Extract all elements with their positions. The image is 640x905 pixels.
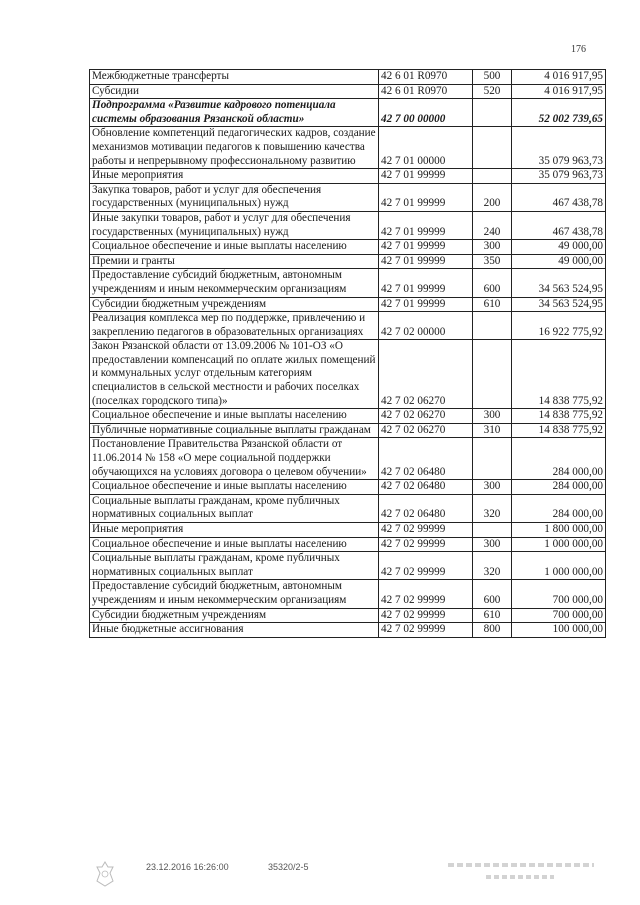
table-row (90, 580, 606, 608)
page-footer (0, 859, 640, 899)
row-sum-cell: 700 000,00 (512, 580, 606, 608)
row-sum-cell: 4 016 917,95 (512, 70, 606, 85)
row-type-cell (473, 340, 512, 409)
table-row (90, 211, 606, 239)
row-name-cell: Субсидии бюджетным учреждениям (90, 608, 379, 623)
table-row (90, 423, 606, 438)
table-row (90, 608, 606, 623)
row-type-cell (473, 99, 512, 127)
row-type-cell: 240 (473, 211, 512, 239)
row-type-cell: 300 (473, 537, 512, 552)
table-row (90, 99, 606, 127)
row-type-cell: 300 (473, 409, 512, 424)
row-sum-cell: 700 000,00 (512, 608, 606, 623)
row-name-cell: Публичные нормативные социальные выплаты гражданам (90, 423, 379, 438)
row-sum-cell: 34 563 524,95 (512, 297, 606, 312)
table-row (90, 269, 606, 297)
electronic-signature-stamp (446, 859, 596, 887)
table-row (90, 523, 606, 538)
row-name-cell: Социальные выплаты гражданам, кроме публичных нормативных социальных выплат (90, 494, 379, 522)
row-type-cell: 610 (473, 608, 512, 623)
row-name-cell: Социальные выплаты гражданам, кроме публичных нормативных социальных выплат (90, 552, 379, 580)
row-sum-cell: 52 002 739,65 (512, 99, 606, 127)
row-code-cell: 42 7 02 06270 (379, 409, 473, 424)
row-type-cell (473, 127, 512, 169)
row-name-cell: Иные мероприятия (90, 169, 379, 184)
row-sum-cell: 34 563 524,95 (512, 269, 606, 297)
row-sum-cell: 16 922 775,92 (512, 312, 606, 340)
row-name-cell: Премии и гранты (90, 254, 379, 269)
table-row (90, 183, 606, 211)
row-name-cell: Постановление Правительства Рязанской области от 11.06.2014 № 158 «О мере социальной поддержки обучающихся на условиях договора о целевом обучении» (90, 438, 379, 480)
row-code-cell: 42 7 02 06270 (379, 423, 473, 438)
row-type-cell: 300 (473, 480, 512, 495)
row-name-cell: Иные закупки товаров, работ и услуг для обеспечения государственных (муниципальных) нужд (90, 211, 379, 239)
row-name-cell: Предоставление субсидий бюджетным, автономным учреждениям и иным некоммерческим организациям (90, 580, 379, 608)
table-row (90, 552, 606, 580)
row-code-cell: 42 7 01 99999 (379, 211, 473, 239)
row-code-cell: 42 7 02 99999 (379, 580, 473, 608)
table-row (90, 312, 606, 340)
row-name-cell: Социальное обеспечение и иные выплаты населению (90, 537, 379, 552)
row-sum-cell: 284 000,00 (512, 480, 606, 495)
row-name-cell: Субсидии (90, 84, 379, 99)
row-code-cell: 42 7 02 99999 (379, 608, 473, 623)
table-row (90, 254, 606, 269)
table-row (90, 169, 606, 184)
row-name-cell: Иные бюджетные ассигнования (90, 623, 379, 638)
row-name-cell: Реализация комплекса мер по поддержке, привлечению и закреплению педагогов в образовательных организациях (90, 312, 379, 340)
table-row (90, 297, 606, 312)
row-code-cell: 42 7 01 99999 (379, 183, 473, 211)
table-row (90, 240, 606, 255)
row-type-cell (473, 523, 512, 538)
page-number: 176 (571, 44, 586, 55)
budget-table (89, 69, 606, 638)
table-row (90, 480, 606, 495)
row-code-cell: 42 7 02 99999 (379, 537, 473, 552)
row-code-cell: 42 7 01 99999 (379, 297, 473, 312)
row-name-cell: Социальное обеспечение и иные выплаты населению (90, 480, 379, 495)
table-row (90, 340, 606, 409)
row-name-cell: Предоставление субсидий бюджетным, автономным учреждениям и иным некоммерческим организациям (90, 269, 379, 297)
row-sum-cell: 35 079 963,73 (512, 127, 606, 169)
table-row (90, 127, 606, 169)
row-code-cell: 42 7 02 99999 (379, 552, 473, 580)
row-code-cell: 42 7 02 06480 (379, 480, 473, 495)
footer-date: 23.12.2016 16:26:00 (146, 862, 229, 872)
faded-stamp-icon (446, 859, 596, 883)
row-sum-cell: 49 000,00 (512, 240, 606, 255)
row-code-cell: 42 7 01 99999 (379, 254, 473, 269)
row-type-cell (473, 438, 512, 480)
row-name-cell: Закон Рязанской области от 13.09.2006 № 101-ОЗ «О предоставлении компенсаций по оплате жилых помещений и коммунальных услуг отдельным категориям специалистов в сельской местности и рабочих поселках (поселках городского типа)» (90, 340, 379, 409)
row-type-cell: 310 (473, 423, 512, 438)
row-sum-cell: 467 438,78 (512, 183, 606, 211)
row-sum-cell: 467 438,78 (512, 211, 606, 239)
row-name-cell: Межбюджетные трансферты (90, 70, 379, 85)
row-name-cell: Иные мероприятия (90, 523, 379, 538)
table-row (90, 84, 606, 99)
row-sum-cell: 1 000 000,00 (512, 537, 606, 552)
row-type-cell: 800 (473, 623, 512, 638)
row-code-cell: 42 7 01 99999 (379, 269, 473, 297)
row-code-cell: 42 7 01 99999 (379, 240, 473, 255)
row-type-cell: 600 (473, 269, 512, 297)
coat-of-arms-icon (92, 859, 118, 889)
row-sum-cell: 284 000,00 (512, 494, 606, 522)
row-sum-cell: 14 838 775,92 (512, 423, 606, 438)
row-type-cell: 320 (473, 494, 512, 522)
row-type-cell (473, 312, 512, 340)
row-sum-cell: 4 016 917,95 (512, 84, 606, 99)
row-code-cell: 42 7 00 00000 (379, 99, 473, 127)
table-row (90, 623, 606, 638)
row-sum-cell: 100 000,00 (512, 623, 606, 638)
row-type-cell: 320 (473, 552, 512, 580)
row-code-cell: 42 7 02 06480 (379, 494, 473, 522)
row-type-cell: 600 (473, 580, 512, 608)
row-name-cell: Обновление компетенций педагогических кадров, создание механизмов мотивации педагогов к повышению качества работы и непрерывному профессиональному развитию (90, 127, 379, 169)
row-code-cell: 42 7 02 06270 (379, 340, 473, 409)
row-code-cell: 42 7 02 06480 (379, 438, 473, 480)
row-code-cell: 42 6 01 R0970 (379, 84, 473, 99)
row-type-cell: 520 (473, 84, 512, 99)
row-code-cell: 42 7 02 00000 (379, 312, 473, 340)
budget-table-body (90, 70, 606, 638)
row-sum-cell: 1 800 000,00 (512, 523, 606, 538)
row-code-cell: 42 7 02 99999 (379, 623, 473, 638)
row-name-cell: Закупка товаров, работ и услуг для обеспечения государственных (муниципальных) нужд (90, 183, 379, 211)
row-name-cell: Подпрограмма «Развитие кадрового потенциала системы образования Рязанской области» (90, 99, 379, 127)
row-sum-cell: 1 000 000,00 (512, 552, 606, 580)
row-type-cell (473, 169, 512, 184)
row-code-cell: 42 7 01 00000 (379, 127, 473, 169)
row-sum-cell: 14 838 775,92 (512, 409, 606, 424)
row-sum-cell: 35 079 963,73 (512, 169, 606, 184)
row-type-cell: 610 (473, 297, 512, 312)
row-sum-cell: 284 000,00 (512, 438, 606, 480)
table-row (90, 409, 606, 424)
footer-doc-number: 35320/2-5 (268, 862, 309, 872)
row-type-cell: 350 (473, 254, 512, 269)
row-sum-cell: 49 000,00 (512, 254, 606, 269)
row-name-cell: Субсидии бюджетным учреждениям (90, 297, 379, 312)
row-type-cell: 200 (473, 183, 512, 211)
row-sum-cell: 14 838 775,92 (512, 340, 606, 409)
table-row (90, 70, 606, 85)
row-name-cell: Социальное обеспечение и иные выплаты населению (90, 409, 379, 424)
table-row (90, 494, 606, 522)
row-type-cell: 500 (473, 70, 512, 85)
table-row (90, 438, 606, 480)
row-name-cell: Социальное обеспечение и иные выплаты населению (90, 240, 379, 255)
table-row (90, 537, 606, 552)
row-code-cell: 42 6 01 R0970 (379, 70, 473, 85)
row-code-cell: 42 7 01 99999 (379, 169, 473, 184)
row-code-cell: 42 7 02 99999 (379, 523, 473, 538)
row-type-cell: 300 (473, 240, 512, 255)
